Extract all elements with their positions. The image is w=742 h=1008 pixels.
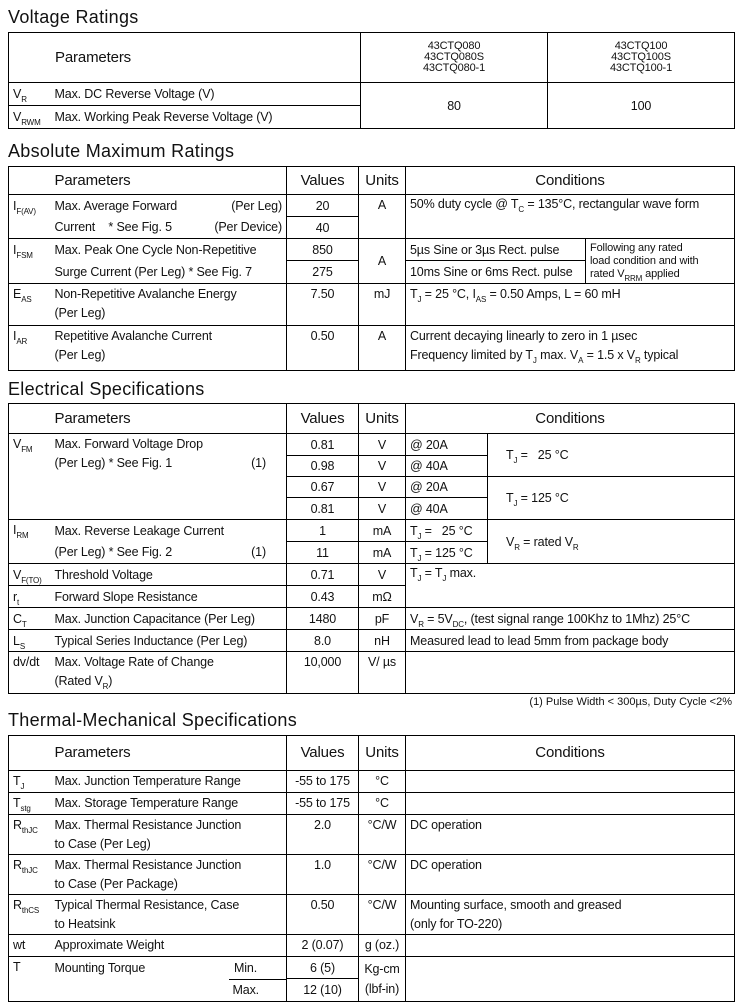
cond-vfm: @ 40A — [406, 498, 488, 520]
param-torque-max: Max. — [51, 979, 287, 1002]
unit: g (oz.) — [359, 935, 406, 957]
param-vfm: Max. Forward Voltage Drop (Per Leg) * See Fig. 1 (1) — [51, 434, 287, 520]
cond-ifsm-2: 10ms Sine or 6ms Rect. pulse — [406, 261, 586, 284]
param-ls: Typical Series Inductance (Per Leg) — [51, 630, 287, 652]
unit-irm: mA — [359, 542, 406, 564]
symbol-torque: T — [9, 957, 51, 1002]
header-values: Values — [287, 736, 359, 771]
symbol-ct: $C_T$ — [9, 608, 51, 630]
footnote: (1) Pulse Width < 300µs, Duty Cycle <2% — [529, 696, 732, 708]
value-ifav-per-leg: 20 — [287, 195, 359, 217]
cond-iar: Current decaying linearly to zero in 1 µsec Frequency limited by $T_J$ max. $V_A = 1.5$ x $V_R$ typical — [406, 326, 735, 371]
unit: °C/W — [359, 815, 406, 855]
symbol-eas: $E_{AS}$ — [9, 284, 51, 326]
value-irm: 1 — [287, 520, 359, 542]
header-conditions: Conditions — [406, 404, 735, 434]
param-irm-line1: Max. Reverse Leakage Current — [51, 520, 287, 542]
value-torque-min: 6 (5) — [287, 957, 359, 979]
param-ifav-line1: Max. Average Forward (Per Leg) — [51, 195, 287, 217]
param: Max. Thermal Resistance Junction to Case (Per Leg) — [51, 815, 287, 855]
value-vfto: 0.71 — [287, 564, 359, 586]
value-vfm: 0.98 — [287, 456, 359, 477]
symbol: wt — [9, 935, 51, 957]
value-ct: 1480 — [287, 608, 359, 630]
condition: DC operation — [406, 855, 735, 895]
value-ls: 8.0 — [287, 630, 359, 652]
param-ct: Max. Junction Capacitance (Per Leg) — [51, 608, 287, 630]
condition — [406, 793, 735, 815]
symbol-irm: $I_{RM}$ — [9, 520, 51, 564]
param-iar: Repetitive Avalanche Current (Per Leg) — [51, 326, 287, 371]
unit: °C/W — [359, 855, 406, 895]
unit-rt: mΩ — [359, 586, 406, 608]
header-conditions: Conditions — [406, 167, 735, 195]
param: Max. Junction Temperature Range — [51, 771, 287, 793]
value-vfm: 0.81 — [287, 434, 359, 456]
value-vfm: 0.67 — [287, 477, 359, 498]
section-title-absolute: Absolute Maximum Ratings — [8, 141, 235, 161]
param-vfto: Threshold Voltage — [51, 564, 287, 586]
unit-vfm: V — [359, 498, 406, 520]
header-parameters: Parameters — [51, 736, 287, 771]
section-title-electrical: Electrical Specifications — [8, 379, 205, 399]
table-row — [9, 815, 735, 855]
table-row — [9, 793, 735, 815]
value: -55 to 175 — [287, 771, 359, 793]
unit-ct: pF — [359, 608, 406, 630]
unit-ifsm: A — [359, 239, 406, 284]
value-rt: 0.43 — [287, 586, 359, 608]
symbol: $T_{stg}$ — [9, 793, 51, 815]
symbol: $R_{thJC}$ — [9, 855, 51, 895]
cond-ct: $V_R = 5V_{DC}$, (test signal range 100Khz to 1Mhz) 25°C — [406, 608, 735, 630]
param-ifav-line2: Current * See Fig. 5 (Per Device) — [51, 217, 287, 239]
symbol-vr: $V_R$ — [9, 83, 51, 106]
param-dc-reverse-voltage: Max. DC Reverse Voltage (V) — [51, 83, 361, 106]
symbol-vfm: $V_{FM}$ — [9, 434, 51, 520]
symbol-vfto: $V_{F(TO)}$ — [9, 564, 51, 586]
condition — [406, 935, 735, 957]
cond-irm: $T_J = 25$ °C — [406, 520, 488, 542]
unit: °C/W — [359, 895, 406, 935]
value-col2: 100 — [548, 83, 735, 129]
symbol-iar: $I_{AR}$ — [9, 326, 51, 371]
section-title-voltage: Voltage Ratings — [8, 7, 139, 27]
value-irm: 11 — [287, 542, 359, 564]
symbol: $R_{thCS}$ — [9, 895, 51, 935]
cond-vfm-tj-25: $T_J = 25$ °C — [488, 434, 735, 477]
electrical-specs-table — [8, 403, 735, 694]
param: Approximate Weight — [51, 935, 287, 957]
param-ifsm-line2: Surge Current (Per Leg) * See Fig. 7 — [51, 261, 287, 284]
value-ifav-per-device: 40 — [287, 217, 359, 239]
table-row — [9, 855, 735, 895]
param: Max. Thermal Resistance Junction to Case (Per Package) — [51, 855, 287, 895]
param-working-peak-reverse-voltage: Max. Working Peak Reverse Voltage (V) — [51, 106, 361, 129]
thermal-specs-table — [8, 735, 735, 1002]
cond-dvdt — [406, 652, 735, 694]
unit-iar: A — [359, 326, 406, 371]
header-conditions: Conditions — [406, 736, 735, 771]
unit: °C — [359, 793, 406, 815]
value-iar: 0.50 — [287, 326, 359, 371]
value: 2.0 — [287, 815, 359, 855]
symbol-ls: $L_S$ — [9, 630, 51, 652]
value-torque-max: 12 (10) — [287, 979, 359, 1002]
symbol-vrwm: $V_{RWM}$ — [9, 106, 51, 129]
symbol-ifav: $I_{F(AV)}$ — [9, 195, 51, 239]
cond-ls: Measured lead to lead 5mm from package body — [406, 630, 735, 652]
param-eas: Non-Repetitive Avalanche Energy (Per Leg) — [51, 284, 287, 326]
value-dvdt: 10,000 — [287, 652, 359, 694]
value: 1.0 — [287, 855, 359, 895]
header-units: Units — [359, 167, 406, 195]
header-part-col1: 43CTQ080 43CTQ080S 43CTQ080-1 — [361, 33, 548, 83]
table-row — [9, 895, 735, 935]
table-row — [9, 771, 735, 793]
param-rt: Forward Slope Resistance — [51, 586, 287, 608]
value-ifsm-1: 850 — [287, 239, 359, 261]
param-irm-line2: (Per Leg) * See Fig. 2 (1) — [51, 542, 287, 564]
unit-torque: Kg-cm (lbf-in) — [359, 957, 406, 1002]
value-vfm: 0.81 — [287, 498, 359, 520]
unit-eas: mJ — [359, 284, 406, 326]
unit-vfm: V — [359, 434, 406, 456]
absolute-max-table — [8, 166, 735, 371]
cond-vfm: @ 20A — [406, 434, 488, 456]
condition: DC operation — [406, 815, 735, 855]
voltage-ratings-table — [8, 32, 735, 129]
header-units: Units — [359, 736, 406, 771]
condition: Mounting surface, smooth and greased (only for TO-220) — [406, 895, 735, 935]
cond-eas: $T_J = 25$ °C, $I_{AS} = 0.50$ Amps, L = 60 mH — [406, 284, 735, 326]
cond-irm: $T_J = 125$ °C — [406, 542, 488, 564]
cond-irm-vr: $V_R$ = rated $V_R$ — [488, 520, 735, 564]
header-parameters: Parameters — [51, 167, 287, 195]
value: 0.50 — [287, 895, 359, 935]
header-values: Values — [287, 404, 359, 434]
symbol: $R_{thJC}$ — [9, 815, 51, 855]
value: -55 to 175 — [287, 793, 359, 815]
unit-irm: mA — [359, 520, 406, 542]
unit-dvdt: V/ µs — [359, 652, 406, 694]
unit-vfm: V — [359, 456, 406, 477]
symbol-ifsm: $I_{FSM}$ — [9, 239, 51, 284]
cond-torque — [406, 957, 735, 1002]
symbol: $T_J$ — [9, 771, 51, 793]
param-torque: Mounting Torque Min. — [51, 957, 287, 979]
cond-ifsm-1: 5µs Sine or 3µs Rect. pulse — [406, 239, 586, 261]
cond-vfm: @ 20A — [406, 477, 488, 498]
unit: °C — [359, 771, 406, 793]
symbol-dvdt: dv/dt — [9, 652, 51, 694]
param: Typical Thermal Resistance, Case to Heatsink — [51, 895, 287, 935]
cond-ifsm-following: Following any rated load condition and with rated $V_{RRM}$ applied — [586, 239, 735, 284]
param-dvdt: Max. Voltage Rate of Change (Rated $V_R$) — [51, 652, 287, 694]
value-eas: 7.50 — [287, 284, 359, 326]
condition — [406, 771, 735, 793]
cond-ifav: 50% duty cycle @ $T_C = 135^\circ C$, rectangular wave form — [406, 195, 735, 239]
cond-vfm-tj-125: $T_J = 125$ °C — [488, 477, 735, 520]
param-ifsm-line1: Max. Peak One Cycle Non-Repetitive — [51, 239, 287, 261]
header-values: Values — [287, 167, 359, 195]
unit-ls: nH — [359, 630, 406, 652]
table-row — [9, 935, 735, 957]
cond-vfm: @ 40A — [406, 456, 488, 477]
cond-vfto: $T_J = T_J$ max. — [406, 564, 735, 608]
unit-vfm: V — [359, 477, 406, 498]
header-part-col2: 43CTQ100 43CTQ100S 43CTQ100-1 — [548, 33, 735, 83]
header-parameters: Parameters — [51, 404, 287, 434]
unit-vfto: V — [359, 564, 406, 586]
section-title-thermal: Thermal-Mechanical Specifications — [8, 710, 298, 730]
unit-ifav: A — [359, 195, 406, 239]
symbol-rt: $r_t$ — [9, 586, 51, 608]
value-ifsm-2: 275 — [287, 261, 359, 284]
param: Max. Storage Temperature Range — [51, 793, 287, 815]
value-col1: 80 — [361, 83, 548, 129]
value: 2 (0.07) — [287, 935, 359, 957]
header-parameters: Parameters — [9, 33, 361, 83]
header-units: Units — [359, 404, 406, 434]
